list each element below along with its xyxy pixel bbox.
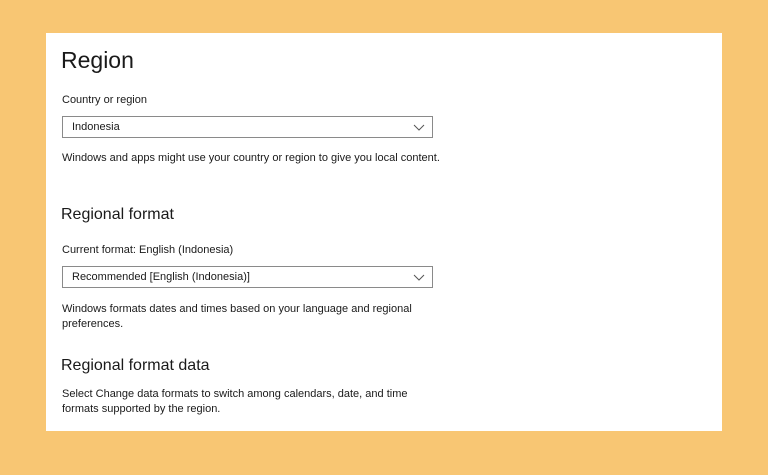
regional-format-data-heading: Regional format data [61, 357, 210, 374]
current-format-label: Current format: English (Indonesia) [62, 244, 234, 256]
regional-format-data-description: Select Change data formats to switch among calendars, date, and time formats supported by the region. [62, 388, 408, 415]
regional-format-dropdown[interactable] [62, 266, 433, 288]
settings-panel [46, 33, 722, 431]
chevron-down-icon [413, 272, 425, 282]
regional-format-description: Windows formats dates and times based on your language and regional preferences. [62, 303, 412, 330]
country-region-label: Country or region [62, 94, 147, 106]
page-title: Region [61, 47, 134, 73]
country-region-value: Indonesia [72, 121, 120, 133]
country-region-dropdown[interactable] [62, 116, 433, 138]
country-region-description: Windows and apps might use your country or region to give you local content. [62, 152, 440, 164]
chevron-down-icon [413, 122, 425, 132]
regional-format-value: Recommended [English (Indonesia)] [72, 271, 250, 283]
regional-format-heading: Regional format [61, 206, 174, 223]
